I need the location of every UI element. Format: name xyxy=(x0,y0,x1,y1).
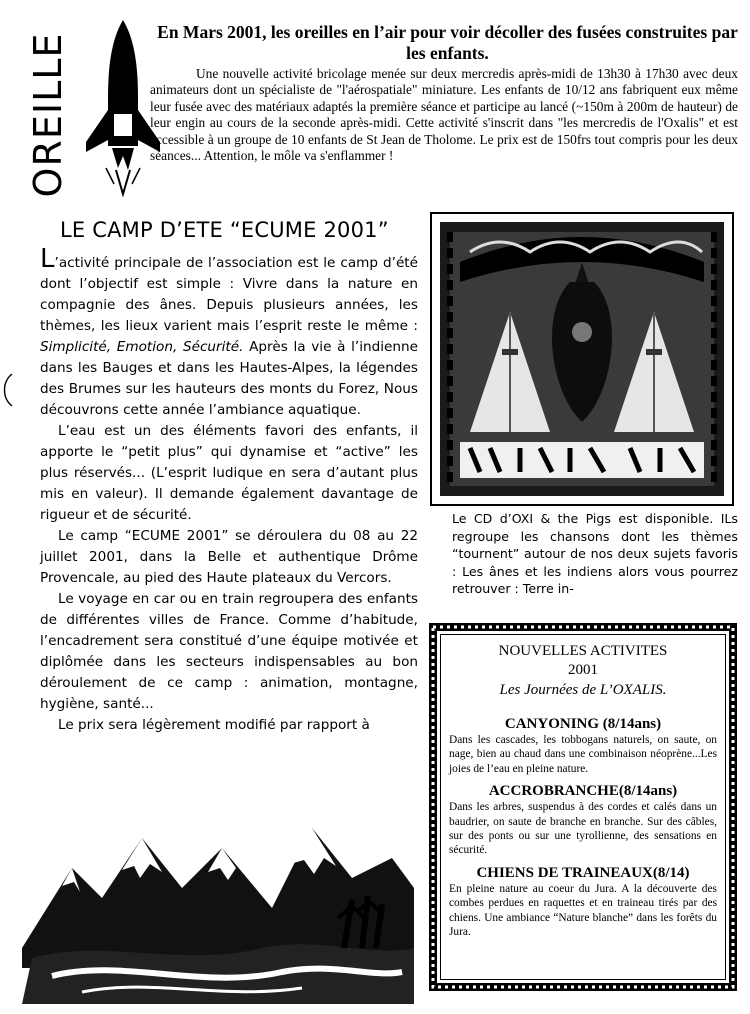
cd-cover-frame xyxy=(430,212,734,506)
activities-box xyxy=(428,622,738,992)
headline: En Mars 2001, les oreilles en l’air pour voir décoller des fusées construites par les enfants. xyxy=(157,22,738,63)
cd-caption: Le CD d’OXI & the Pigs est disponible. ILs regroupe les chansons dont les thèmes “tournent” autour de nos deux sujets favoris : Les ânes et les indiens alors vous pourrez retrouver : Terre in- xyxy=(452,511,738,597)
vertical-section-label xyxy=(28,30,68,200)
vertical-label-text: OREILLE xyxy=(26,32,70,198)
activity-heading-chiens: CHIENS DE TRAINEAUX(8/14) xyxy=(476,864,690,881)
activities-title: NOUVELLES ACTIVITES xyxy=(498,643,668,659)
camp-p1-end: Après la vie à l’indienne dans les Bauges et dans les Hautes-Alpes, la légendes des Brumes sur les hauteurs des monts du Forez, Nous découvrons cette année l’ambiance aquatique. xyxy=(40,339,418,418)
activity-heading-accrobranche: ACCROBRANCHE(8/14ans) xyxy=(488,783,678,800)
camp-article xyxy=(40,244,418,736)
margin-bracket-icon xyxy=(0,372,14,408)
activity-text-canyoning: Dans les cascades, les tobbogans naturels, on saute, on nage, bien au chaud dans une combinaison néoprène...Les joies de l’eau en pleine nature. xyxy=(449,734,717,775)
camp-paragraph-5: Le prix sera légèrement modifié par rapport à xyxy=(58,717,370,733)
camp-paragraph-1 xyxy=(40,244,418,421)
drop-cap: L xyxy=(40,244,55,274)
activities-subtitle: Les Journées de L’OXALIS. xyxy=(499,682,667,698)
activities-year: 2001 xyxy=(568,662,598,678)
camp-paragraph-4: Le voyage en car ou en train regroupera des enfants de différentes villes de France. Comme d’habitude, l’encadrement sera constitué d’une équipe motivée et diplômée dans les secteurs indispensables au bon déroulement de ce camp : animation, montagne, hygiène, santé... xyxy=(40,591,418,712)
camp-paragraph-2: L’eau est un des éléments favori des enfants, il apporte le “petit plus” qui dynamise et “active” les plus réservés... (L’esprit ludique en sera d’autant plus mis en valeur). Il demande également davantage de rigueur et de sécurité. xyxy=(40,423,418,523)
activity-heading-canyoning: CANYONING (8/14ans) xyxy=(504,716,662,732)
mountain-landscape-icon xyxy=(22,808,414,1004)
activity-text-accrobranche: Dans les arbres, suspendus à des cordes et calés dans un baudrier, on saute de branche en branche. Sur des câbles, sur des ponts ou sur une tyrollienne, des sensations en sécurité. xyxy=(449,801,717,857)
intro-paragraph: Une nouvelle activité bricolage menée sur deux mercredis après-midi de 13h30 à 17h30 avec deux animateurs dont un spécialiste de "l'aérospatiale" miniature. Les enfants de 10/12 ans fabriquent eux même leur fusée avec des matériaux adaptés la première séance et participe au lancé (~150m à 200m de hauteur) de leur engin au cours de la seconde après-midi. Cette activité s'inscrit dans "les mercredis de l'Oxalis" et est accessible à un groupe de 10 enfants de St Jean de Tholome. Le prix est de 150frs tout compris pour les deux séances... Attention, le môle va s'enflammer ! xyxy=(150,66,738,164)
activity-text-chiens: En pleine nature au coeur du Jura. A la découverte des combes perdues en raquettes et en traineau tirés par des chiens. Une ambiance “Nature blanche” dans les forêts du Jura. xyxy=(449,882,717,939)
camp-p1-text: ’activité principale de l’association est le camp d’été dont l’objectif est simple : Vivre dans la nature en compagnie des ânes. Depuis plusieurs années, les thèmes, les lieux varient mais l’esprit reste le même : xyxy=(40,255,418,334)
camp-paragraph-3: Le camp “ECUME 2001” se déroulera du 08 au 22 juillet 2001, dans la Belle et authentique Drôme Provencale, au pied des Haute plateaux du Vercors. xyxy=(40,528,418,586)
camp-motto: Simplicité, Emotion, Sécurité. xyxy=(40,339,244,355)
activities-content xyxy=(440,634,726,980)
cd-cover-icon xyxy=(440,222,724,496)
camp-title: LE CAMP D’ETE “ECUME 2001” xyxy=(60,218,389,242)
